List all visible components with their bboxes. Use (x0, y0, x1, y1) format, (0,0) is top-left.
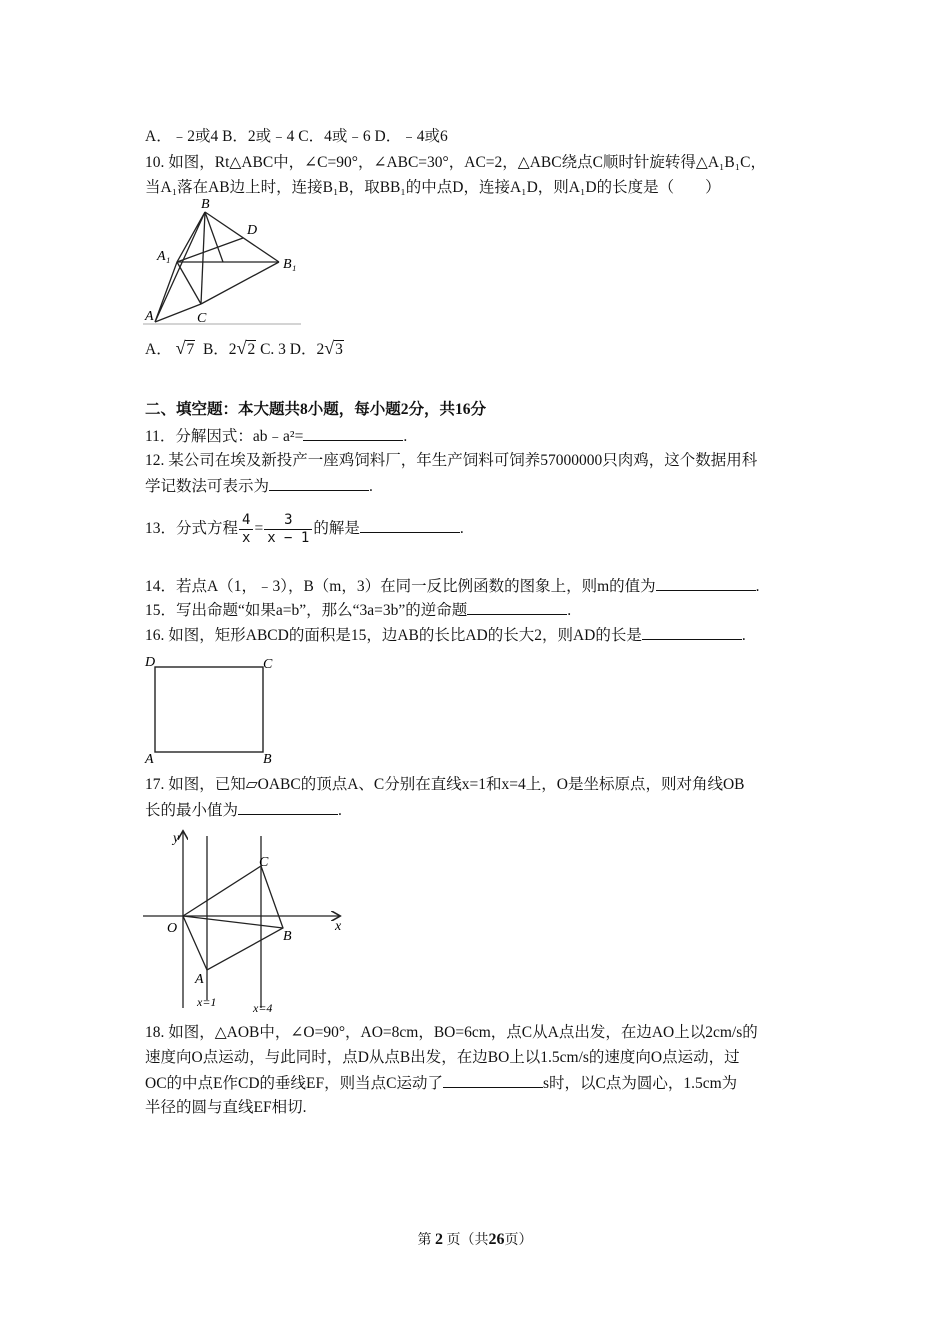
q16 (145, 625, 746, 646)
q15-answer-blank[interactable] (467, 600, 567, 615)
q17-label-o: O (167, 921, 178, 936)
q16-rectangle (155, 667, 263, 752)
q13-answer-blank[interactable] (360, 518, 460, 533)
q14-text: 14．若点A（1，﹣3），B（m，3）在同一反比例函数的图象上，则m的值为 (145, 578, 656, 595)
q13-fraction-right (264, 512, 312, 547)
q10-seg-b1c (201, 262, 279, 304)
q10-opt-b-pre: B．2 (202, 341, 237, 358)
q13-den-right: x − 1 (267, 530, 310, 546)
q16-label-d: D (145, 655, 156, 670)
q17-label-x: x (335, 919, 342, 934)
q16-label-b: B (263, 752, 272, 767)
footer-post: 页） (504, 1233, 533, 1248)
q14-answer-blank[interactable] (656, 576, 756, 591)
q18-line3b-text: s时，以C点为圆心，1.5cm为 (542, 1075, 738, 1092)
q16-figure (143, 652, 283, 767)
footer-page-number: 2 (435, 1231, 443, 1248)
q18-line1: 18. 如图，△AOB中，∠O=90°，AO=8cm，BO=6cm，点C从A点出发，在边AO上以2cm/s的 (145, 1024, 758, 1041)
q10-seg-a1c (177, 262, 201, 304)
q10-figure (143, 196, 303, 326)
q13-tail: . (459, 520, 464, 538)
q11-answer-blank[interactable] (303, 426, 403, 441)
q18-line3 (145, 1073, 737, 1094)
q10-line2: 当A₁落在AB边上时，连接B₁B，取BB₁的中点D，连接A₁D，则A₁D的长度是（ ） (145, 179, 721, 196)
q14 (145, 576, 760, 597)
q13-fraction-left (239, 512, 253, 547)
q13-pre: 13．分式方程 (145, 520, 239, 538)
footer-pre: 第 (417, 1233, 432, 1248)
q12-answer-blank[interactable] (269, 476, 369, 491)
q10-opt-a-pre: A． (145, 341, 172, 358)
section2-title: 二、填空题：本大题共8小题，每小题2分，共16分 (145, 401, 487, 418)
q13-equals: = (254, 520, 264, 538)
q18-line3-text: OC的中点E作CD的垂线EF，则当点C运动了 (145, 1075, 443, 1092)
q11 (145, 426, 407, 447)
page-footer (0, 1229, 950, 1249)
q9-options: A．﹣2或4 B．2或﹣4 C．4或﹣6 D．﹣4或6 (145, 128, 448, 145)
q16-label-c: C (263, 657, 273, 672)
q10-opt-cd: C. 3 D．2 (260, 341, 325, 358)
q10-options (145, 338, 344, 360)
q12-line2 (145, 476, 373, 497)
q16-tail: . (741, 627, 746, 644)
q16-answer-blank[interactable] (642, 625, 742, 640)
q16-text: 16. 如图，矩形ABCD的面积是15，边AB的长比AD的长大2，则AD的长是 (145, 627, 642, 644)
q10-label-d: D (247, 223, 258, 238)
q10-opt-a-radical: √7 (175, 338, 195, 358)
q13-den-left: x (242, 530, 251, 546)
q18-answer-blank[interactable] (443, 1073, 543, 1088)
q18-line2: 速度向O点运动，与此同时，点D从点B出发，在边BO上以1.5cm/s的速度向O点运动，过 (145, 1049, 740, 1066)
q13 (145, 512, 464, 547)
q10-seg-inner (205, 212, 223, 262)
q10-label-a1: A₁ (157, 249, 171, 264)
q10-label-b: B (201, 197, 210, 212)
q13-num-right: 3 (264, 512, 312, 530)
q10-seg-bc (201, 212, 205, 304)
q17-label-b: B (283, 929, 292, 944)
q18-line4: 半径的圆与直线EF相切. (145, 1099, 307, 1116)
q17-label-y: y (173, 831, 180, 846)
q10-opt-b-radical: √2 (236, 338, 256, 358)
q17-answer-blank[interactable] (238, 800, 338, 815)
q17-line2-text: 长的最小值为 (145, 802, 239, 819)
q10-line1: 10. 如图，Rt△ABC中，∠C=90°，∠ABC=30°，AC=2，△ABC绕点C顺时针旋转得△A₁B₁C， (145, 154, 767, 171)
q10-label-c: C (197, 311, 207, 326)
q10-seg-bb1 (205, 212, 279, 262)
q15-text: 15．写出命题“如果a=b”，那么“3a=3b”的逆命题 (145, 602, 468, 619)
q17-figure (143, 828, 348, 1013)
q10-opt-d-radical: √3 (324, 338, 343, 358)
q17-line2 (145, 800, 342, 821)
q16-label-a: A (145, 752, 154, 767)
q12-line1: 12. 某公司在埃及新投产一座鸡饲料厂，年生产饲料可饲养57000000只肉鸡，这个数据用科 (145, 452, 758, 469)
q17-label-x1: x=1 (197, 995, 217, 1009)
q17-tail: . (338, 802, 342, 819)
q17-label-a: A (195, 972, 204, 987)
q13-num-left: 4 (239, 512, 253, 530)
q10-label-a: A (145, 309, 154, 324)
q17-label-x4: x=4 (253, 1001, 273, 1013)
q11-text: 11．分解因式：ab﹣a²= (145, 428, 304, 445)
footer-mid: 页（共 (446, 1233, 489, 1248)
q17-label-c: C (259, 855, 269, 870)
q17-diagonal-ob (183, 916, 283, 928)
q10-label-b1: B₁ (283, 257, 297, 272)
footer-total-pages: 26 (488, 1231, 505, 1248)
q10-opt-d-radicand: 3 (335, 341, 343, 358)
q10-seg-a1d (177, 238, 243, 262)
q13-post: 的解是 (313, 520, 360, 538)
q12-tail: . (369, 478, 373, 495)
q15 (145, 600, 571, 621)
q10-opt-b-radicand: 2 (247, 341, 256, 358)
q15-tail: . (567, 602, 572, 619)
q14-tail: . (755, 578, 760, 595)
q12-line2-text: 学记数法可表示为 (145, 478, 270, 495)
q10-opt-a-radicand: 7 (186, 341, 195, 358)
q17-line1: 17. 如图，已知▱OABC的顶点A、C分别在直线x=1和x=4上，O是坐标原点，则对角线OB (145, 776, 745, 793)
q11-tail: . (403, 428, 408, 445)
